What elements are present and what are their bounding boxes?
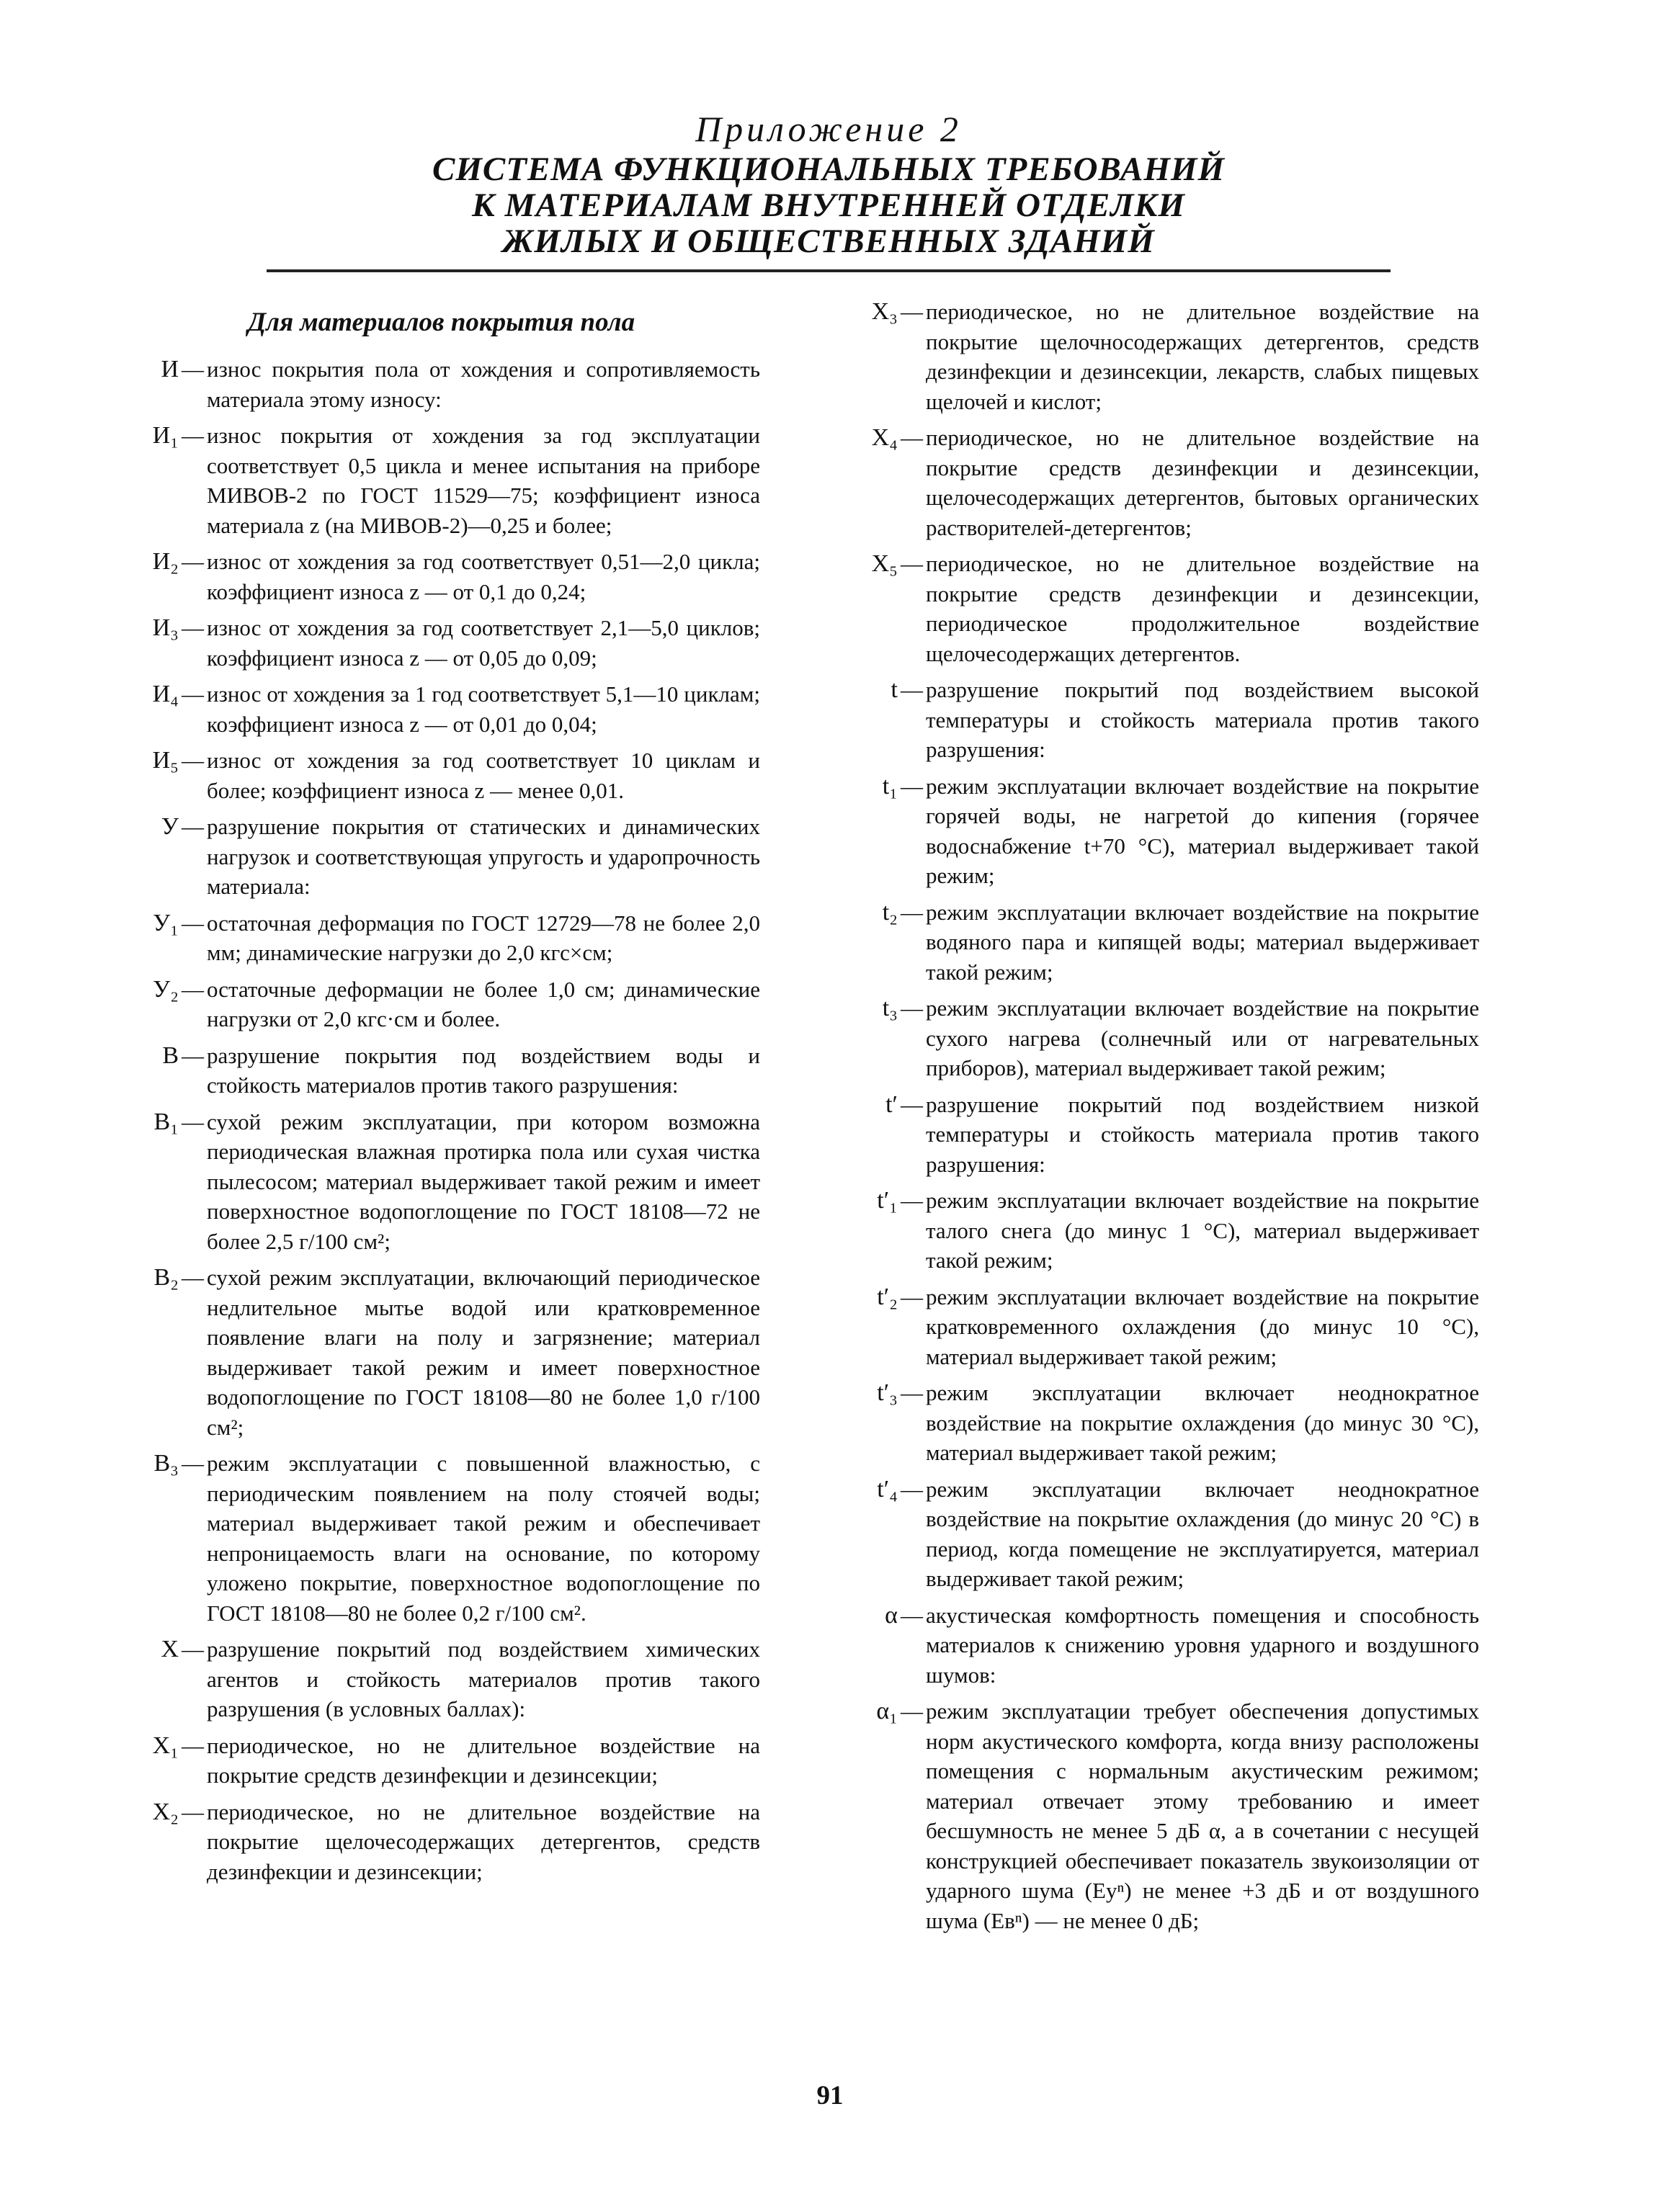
definition-entry: [122, 547, 760, 606]
entry-text: износ покрытия пола от хождения и сопротивляемость материала этому износу:: [207, 357, 760, 412]
definition-entry: [842, 1090, 1479, 1180]
entry-dash: —: [901, 1602, 923, 1628]
entry-dash: —: [901, 551, 923, 576]
entry-dash: —: [901, 995, 923, 1021]
right-column: [842, 297, 1479, 1942]
entry-text: периодическое, но не длительное воздействие на покрытие средств дезинфекции и дезинсекции, щелочесодержащих детергентов, бытовых органических растворителей-детергентов;: [926, 425, 1479, 540]
definition-entry: [122, 1041, 760, 1101]
definition-entry: [842, 1186, 1479, 1276]
definition-entry: [842, 1474, 1479, 1594]
entry-dash: —: [901, 773, 923, 799]
entry-text: периодическое, но не длительное воздействие на покрытие средств дезинфекции и дезинсекции;: [207, 1732, 760, 1788]
entry-dash: —: [182, 681, 204, 707]
title-line-1: СИСТЕМА ФУНКЦИОНАЛЬНЫХ ТРЕБОВАНИЙ: [432, 151, 1226, 188]
entry-code: И₅: [152, 747, 179, 774]
definition-entry: [122, 1634, 760, 1724]
entry-code: α: [885, 1601, 898, 1629]
entry-code: Х₅: [871, 550, 898, 577]
definition-entry: [122, 354, 760, 414]
entry-code: Х₁: [152, 1732, 179, 1759]
definition-entry: [122, 613, 760, 673]
entry-dash: —: [182, 910, 204, 936]
entry-text: режим эксплуатации с повышенной влажностью, с периодическим появлением на полу стоячей воды; материал выдерживает такой режим и обеспечивает непроницаемость влаги на основание, по которому уложено покрытие, поверхностное водопоглощение по ГОСТ 18108—80 не более 0,2 г/100 см².: [207, 1451, 760, 1626]
entry-code: У₂: [153, 975, 179, 1003]
entry-dash: —: [182, 1732, 204, 1758]
entry-dash: —: [901, 425, 923, 450]
definition-entry: [122, 421, 760, 540]
entry-code: t′₄: [877, 1475, 898, 1503]
entry-text: разрушение покрытий под воздействием низкой температуры и стойкость материала против такого разрушения:: [926, 1091, 1479, 1177]
entry-text: разрушение покрытия от статических и динамических нагрузок и соответствующая упругость и ударопрочность материала:: [207, 814, 760, 899]
entry-dash: —: [182, 976, 204, 1002]
entry-dash: —: [901, 1380, 923, 1405]
entry-text: разрушение покрытия под воздействием воды и стойкость материалов против такого разрушения:: [207, 1042, 760, 1098]
entry-code: В₃: [153, 1450, 179, 1477]
entry-code: У: [161, 813, 179, 840]
definition-entry: [122, 1797, 760, 1887]
section-title: Для материалов покрытия пола: [247, 308, 635, 337]
definition-entry: [122, 745, 760, 805]
entry-text: износ покрытия от хождения за год эксплуатации соответствует 0,5 цикла и менее испытания на приборе МИВОВ-2 по ГОСТ 11529—75; коэффициент износа материала z (на МИВОВ-2)—0,25 и более;: [207, 423, 760, 538]
entry-text: износ от хождения за год соответствует 2,1—5,0 циклов; коэффициент износа z — от 0,05 до 0,09;: [207, 615, 760, 671]
title-line-2: К МАТЕРИАЛАМ ВНУТРЕННЕЙ ОТДЕЛКИ: [472, 187, 1185, 224]
definition-entry: [842, 1378, 1479, 1468]
entry-code: t₃: [882, 995, 898, 1021]
entry-dash: —: [182, 814, 204, 839]
entry-text: сухой режим эксплуатации, включающий периодическое недлительное мытье водой или кратковременное появление влаги на полу и загрязнение; материал выдерживает такой режим и имеет поверхностное водопоглощение по ГОСТ 18108—80 не более 1,0 г/100 см²;: [207, 1265, 760, 1440]
definition-entry: [122, 812, 760, 902]
definition-entry: [842, 771, 1479, 891]
page-number: 91: [816, 2081, 844, 2110]
entry-code: И: [161, 356, 179, 382]
entry-dash: —: [182, 1109, 204, 1134]
page-header: [267, 107, 1391, 259]
entry-text: остаточная деформация по ГОСТ 12729—78 не более 2,0 мм; динамические нагрузки до 2,0 кгс×см;: [207, 910, 760, 965]
entry-text: акустическая комфортность помещения и способность материалов к снижению уровня ударного и воздушного шумов:: [926, 1602, 1479, 1688]
definition-entry: [842, 423, 1479, 542]
entry-code: В: [162, 1042, 179, 1069]
title-line-3: ЖИЛЫХ И ОБЩЕСТВЕННЫХ ЗДАНИЙ: [502, 223, 1155, 260]
entry-text: режим эксплуатации включает воздействие на покрытие горячей воды, не нагретой до кипения (горячее водоснабжение t+70 °С), материал выдерживает такой режим;: [926, 773, 1479, 888]
header-rule: [267, 269, 1391, 272]
entry-text: периодическое, но не длительное воздействие на покрытие щелочносодержащих детергентов, средств дезинфекции и дезинсекции, лекарств, слабых пищевых щелочей и кислот;: [926, 299, 1479, 414]
entry-code: t′: [885, 1091, 898, 1118]
entry-text: режим эксплуатации включает воздействие на покрытие кратковременного охлаждения (до минус 10 °С), материал выдерживает такой режим;: [926, 1284, 1479, 1369]
definition-entry: [842, 675, 1479, 765]
entry-code: У₁: [153, 909, 179, 936]
appendix-label: Приложение 2: [695, 109, 962, 149]
definition-entry: [842, 1696, 1479, 1935]
entry-dash: —: [182, 1799, 204, 1824]
entry-text: режим эксплуатации включает воздействие на покрытие водяного пара и кипящей воды; материал выдерживает такой режим;: [926, 899, 1479, 985]
entry-code: В₂: [153, 1264, 179, 1291]
definition-entry: [122, 1448, 760, 1628]
definition-entry: [842, 549, 1479, 668]
definition-entry: [842, 1282, 1479, 1372]
entry-dash: —: [901, 1284, 923, 1309]
entry-text: режим эксплуатации включает воздействие на покрытие сухого нагрева (солнечный или от нагревательных приборов), материал выдерживает такой режим;: [926, 995, 1479, 1080]
entry-dash: —: [901, 899, 923, 925]
entry-text: периодическое, но не длительное воздействие на покрытие щелочесодержащих детергентов, средств дезинфекции и дезинсекции;: [207, 1799, 760, 1884]
entry-code: t₁: [882, 772, 898, 800]
definition-entry: [122, 679, 760, 739]
entry-text: износ от хождения за год соответствует 10 циклам и более; коэффициент износа z — менее 0,01.: [207, 748, 760, 803]
entry-dash: —: [901, 1476, 923, 1502]
entry-dash: —: [182, 357, 204, 382]
entry-dash: —: [182, 1451, 204, 1476]
entry-dash: —: [182, 423, 204, 448]
entry-dash: —: [182, 1265, 204, 1290]
entry-code: α₁: [876, 1698, 898, 1724]
entry-text: износ от хождения за год соответствует 0,51—2,0 цикла; коэффициент износа z — от 0,1 до 0,24;: [207, 549, 760, 604]
entry-dash: —: [901, 677, 923, 702]
definition-entry: [122, 1107, 760, 1257]
entry-dash: —: [182, 615, 204, 640]
entry-code: t′₂: [877, 1283, 898, 1310]
entry-dash: —: [182, 549, 204, 574]
entry-text: остаточные деформации не более 1,0 см; динамические нагрузки от 2,0 кгс·см и более.: [207, 976, 760, 1031]
entry-code: t₂: [882, 898, 898, 926]
definition-entry: [122, 975, 760, 1034]
entry-text: разрушение покрытий под воздействием высокой температуры и стойкость материала против такого разрушения:: [926, 677, 1479, 762]
entry-dash: —: [182, 1636, 204, 1662]
entry-text: режим эксплуатации включает неоднократное воздействие на покрытие охлаждения (до минус 30 °С), материал выдерживает такой режим;: [926, 1380, 1479, 1465]
entry-dash: —: [182, 748, 204, 773]
entry-code: И₃: [152, 614, 179, 641]
entry-code: t: [891, 676, 898, 703]
entry-dash: —: [901, 1091, 923, 1117]
definition-entry: [842, 993, 1479, 1083]
entry-dash: —: [901, 1698, 923, 1724]
entry-text: разрушение покрытий под воздействием химических агентов и стойкость материалов против такого разрушения (в условных баллах):: [207, 1636, 760, 1721]
entry-code: Х₂: [152, 1798, 179, 1825]
entry-dash: —: [901, 299, 923, 324]
definition-entry: [122, 908, 760, 968]
entry-dash: —: [182, 1042, 204, 1068]
entry-text: износ от хождения за 1 год соответствует 5,1—10 циклам; коэффициент износа z — от 0,01 до 0,04;: [207, 681, 760, 737]
entry-code: Х₄: [871, 424, 898, 451]
entry-code: t′₃: [877, 1379, 898, 1406]
entry-text: режим эксплуатации требует обеспечения допустимых норм акустического комфорта, когда внизу расположены помещения с нормальным акустическим режимом; материал отвечает этому требованию и имеет бесшумность не менее 5 дБ α, а в сочетании с несущей конструкцией обеспечивает показатель звукоизоляции от ударного шума (Еуⁿ) не менее +3 дБ и от воздушного шума (Евⁿ) — не менее 0 дБ;: [926, 1698, 1479, 1933]
entry-text: сухой режим эксплуатации, при котором возможна периодическая влажная протирка пола или сухая чистка пылесосом; материал выдерживает такой режим и имеет поверхностное водопоглощение по ГОСТ 18108—72 не более 2,5 г/100 см²;: [207, 1109, 760, 1254]
entry-code: И₁: [152, 422, 179, 449]
entry-code: И₄: [152, 681, 179, 707]
definition-entry: [122, 1263, 760, 1442]
entry-code: Х: [161, 1636, 179, 1662]
entry-text: режим эксплуатации включает воздействие на покрытие талого снега (до минус 1 °С), материал выдерживает такой режим;: [926, 1188, 1479, 1273]
entry-dash: —: [901, 1188, 923, 1213]
entry-text: периодическое, но не длительное воздействие на покрытие средств дезинфекции и дезинсекции, периодическое продолжительное воздействие щелочесодержащих детергентов.: [926, 551, 1479, 666]
entry-code: t′₁: [877, 1187, 898, 1214]
entry-code: И₂: [152, 548, 179, 575]
definition-entry: [842, 297, 1479, 416]
definition-entry: [842, 1600, 1479, 1691]
definition-entry: [122, 1731, 760, 1791]
entry-code: В₁: [153, 1108, 179, 1135]
definition-entry: [842, 897, 1479, 988]
entry-text: режим эксплуатации включает неоднократное воздействие на покрытие охлаждения (до минус 20 °С) в период, когда помещение не эксплуатируется, материал выдерживает такой режим;: [926, 1476, 1479, 1591]
left-column: [122, 297, 760, 1893]
entry-code: Х₃: [871, 298, 898, 325]
